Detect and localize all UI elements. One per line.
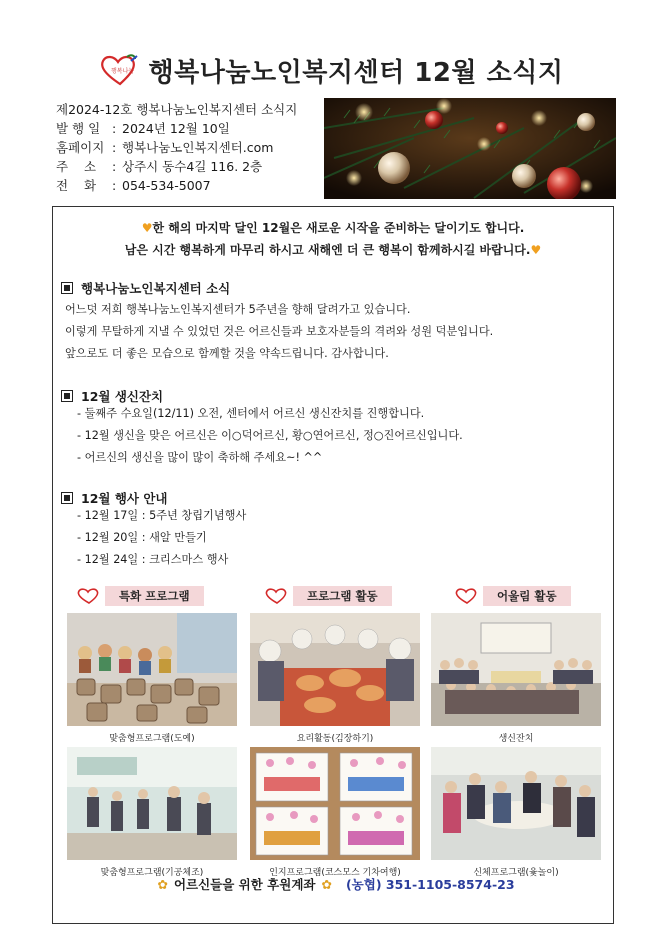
program-label-special — [75, 585, 204, 607]
square-bullet-icon — [61, 390, 73, 402]
list-item: - 12월 24일 : 크리스마스 행사 — [77, 553, 229, 566]
section-title-text: 행복나눔노인복지센터 소식 — [81, 281, 231, 296]
info-row-address: 주 소 : 상주시 동수4길 116. 2층 — [56, 159, 263, 174]
homepage-label: 홈페이지 — [56, 140, 105, 155]
list-item: - 둘째주 수요일(12/11) 오전, 센터에서 어르신 생신잔치를 진행합니다. — [77, 407, 425, 420]
list-item: - 어르신의 생신을 많이 많이 축하해 주세요~! ^^ — [77, 451, 323, 464]
photo-caption: 인지프로그램(코스모스 기차여행) — [269, 868, 401, 878]
photo-kimchi — [250, 613, 420, 726]
program-tag: 어울림 활동 — [483, 586, 571, 606]
logo-text: 행복나눔 — [110, 68, 134, 75]
address-label: 주 소 — [56, 159, 97, 174]
page-title: 행복나눔노인복지센터 12월 소식지 — [148, 57, 564, 88]
newsletter-header — [0, 48, 660, 92]
section-news-body — [65, 299, 605, 365]
photo-cosmos-train — [250, 747, 420, 860]
publication-info — [56, 100, 318, 195]
photo-caption: 생신잔치 — [498, 734, 534, 744]
heart-icon: ♥ — [141, 221, 153, 235]
issue-line — [56, 100, 318, 119]
section-title-text: 12월 생신잔치 — [81, 389, 164, 404]
heart-logo-icon — [263, 587, 291, 605]
heart-logo-icon — [97, 53, 143, 87]
info-row-homepage: 홈페이지 : 행복나눔노인복지센터.com — [56, 140, 274, 155]
photo-birthday-party — [431, 613, 601, 726]
issue-number: 제2024-12호 행복나눔노인복지센터 소식지 — [56, 102, 298, 117]
phone-value: 054-534-5007 — [122, 178, 211, 193]
news-line: 앞으로도 더 좋은 모습으로 함께할 것을 약속드립니다. 감사합니다. — [65, 347, 389, 360]
christmas-ornament-photo — [324, 98, 616, 199]
photo-pottery — [67, 613, 237, 726]
section-birthday-list — [77, 403, 597, 469]
info-row-date: 발 행 일 : 2024년 12월 10일 — [56, 121, 230, 136]
photo-caption: 맞춤형프로그램(도예) — [109, 734, 195, 744]
date-value: 2024년 12월 10일 — [122, 121, 230, 136]
heart-logo-icon — [453, 587, 481, 605]
intro-message — [53, 217, 613, 261]
intro-line-1: 한 해의 마지막 달인 12월은 새로운 시작을 준비하는 달이기도 합니다. — [152, 221, 525, 235]
list-item: - 12월 생신을 맞은 어르신은 이○덕어르신, 황○연어르신, 정○진어르신입니다. — [77, 429, 463, 442]
donation-label: 어르신들을 위한 후원계좌 — [173, 877, 316, 892]
photo-caption: 요리활동(김장하기) — [296, 734, 374, 744]
section-news-title — [61, 279, 230, 297]
photo-yut-game — [431, 747, 601, 860]
list-item: - 12월 20일 : 새알 만들기 — [77, 531, 207, 544]
intro-line-2: 남은 시간 행복하게 마무리 하시고 새해엔 더 큰 행복이 함께하시길 바랍니다. — [124, 243, 531, 257]
donation-account — [53, 875, 613, 893]
section-events-list — [77, 505, 597, 571]
program-label-harmony — [453, 585, 571, 607]
photo-caption: 맞춤형프로그램(기공체조) — [100, 868, 204, 878]
program-tag: 프로그램 활동 — [293, 586, 392, 606]
heart-icon: ♥ — [530, 243, 542, 257]
phone-label: 전 화 — [56, 178, 97, 193]
date-label: 발 행 일 — [56, 121, 101, 136]
heart-logo-icon — [75, 587, 103, 605]
address-value: 상주시 동수4길 116. 2층 — [122, 159, 263, 174]
square-bullet-icon — [61, 282, 73, 294]
flower-icon: ✿ — [157, 877, 168, 892]
program-tag: 특화 프로그램 — [105, 586, 204, 606]
list-item: - 12월 17일 : 5주년 창립기념행사 — [77, 509, 247, 522]
section-title-text: 12월 행사 안내 — [81, 491, 168, 506]
photo-qigong — [67, 747, 237, 860]
program-label-activity — [263, 585, 392, 607]
news-line: 이렇게 무탈하게 지낼 수 있었던 것은 어르신들과 보호자분들의 격려와 성원 덕분입니다. — [65, 325, 494, 338]
photo-caption: 신체프로그램(윷놀이) — [473, 868, 559, 878]
homepage-link[interactable]: 행복나눔노인복지센터.com — [122, 140, 274, 155]
content-box — [52, 206, 614, 924]
square-bullet-icon — [61, 492, 73, 504]
info-row-phone: 전 화 : 054-534-5007 — [56, 178, 211, 193]
bank-account: (농협) 351-1105-8574-23 — [345, 877, 515, 892]
flower-icon: ✿ — [321, 877, 332, 892]
news-line: 어느덧 저희 행복나눔노인복지센터가 5주년을 향해 달려가고 있습니다. — [65, 303, 411, 316]
